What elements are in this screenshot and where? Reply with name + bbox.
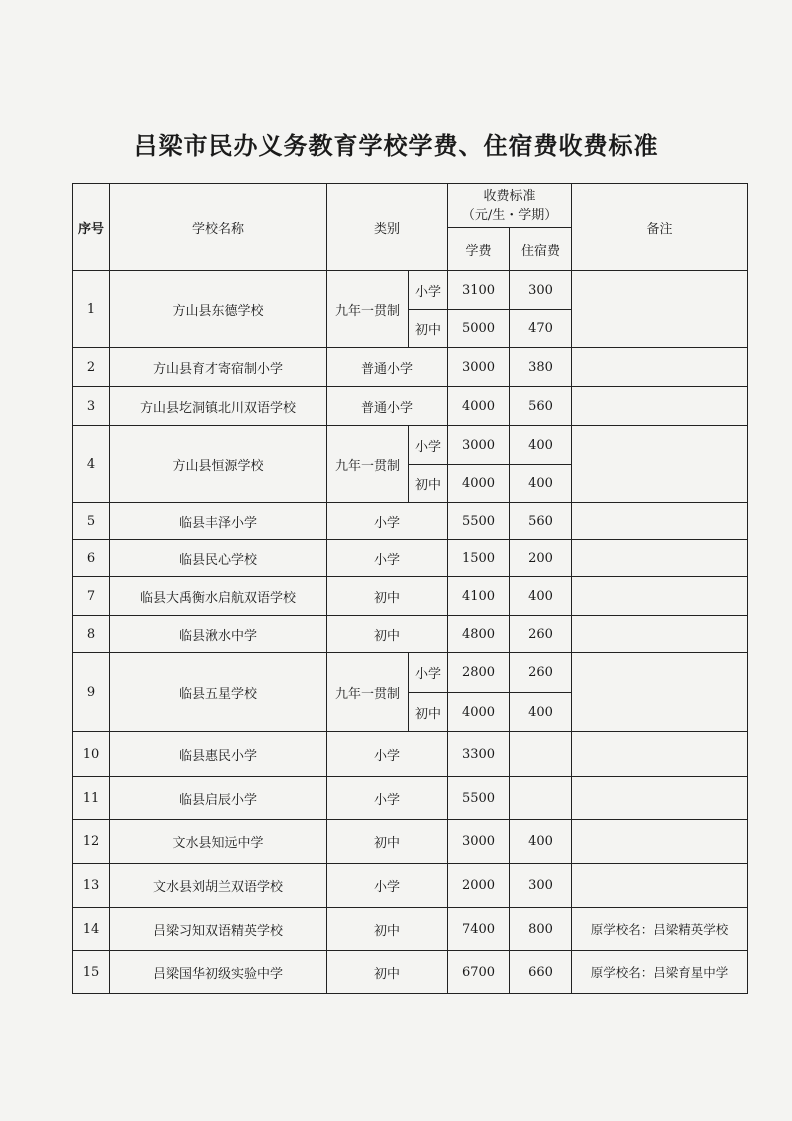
cell-seq: 6 — [73, 540, 110, 577]
cell-name: 临县大禹衡水启航双语学校 — [110, 577, 327, 616]
cell-name: 方山县育才寄宿制小学 — [110, 348, 327, 387]
cell-boarding: 300 — [510, 864, 572, 908]
cell-boarding — [510, 732, 572, 777]
cell-category: 初中 — [327, 577, 448, 616]
table-row — [73, 426, 748, 465]
cell-tuition: 2800 — [448, 653, 510, 693]
cell-category: 初中 — [327, 951, 448, 994]
header-boarding: 住宿费 — [510, 228, 572, 271]
cell-remarks — [572, 348, 748, 387]
cell-name: 方山县恒源学校 — [110, 426, 327, 503]
table-row — [73, 348, 748, 387]
cell-tuition: 3100 — [448, 271, 510, 310]
cell-seq: 8 — [73, 616, 110, 653]
cell-category: 初中 — [327, 908, 448, 951]
cell-seq: 15 — [73, 951, 110, 994]
cell-remarks: 原学校名：吕梁育星中学 — [572, 951, 748, 994]
table-row — [73, 503, 748, 540]
cell-name: 临县惠民小学 — [110, 732, 327, 777]
cell-seq: 7 — [73, 577, 110, 616]
cell-level: 初中 — [409, 310, 448, 348]
cell-name: 吕梁习知双语精英学校 — [110, 908, 327, 951]
cell-tuition: 5500 — [448, 777, 510, 820]
cell-seq: 1 — [73, 271, 110, 348]
cell-tuition: 3000 — [448, 426, 510, 465]
cell-level: 小学 — [409, 426, 448, 465]
cell-boarding: 260 — [510, 653, 572, 693]
header-remarks: 备注 — [572, 184, 748, 271]
header-category: 类别 — [327, 184, 448, 271]
cell-boarding: 660 — [510, 951, 572, 994]
fee-table — [72, 183, 748, 994]
cell-remarks — [572, 732, 748, 777]
cell-seq: 3 — [73, 387, 110, 426]
cell-name: 文水县知远中学 — [110, 820, 327, 864]
cell-tuition: 3300 — [448, 732, 510, 777]
cell-name: 方山县东德学校 — [110, 271, 327, 348]
cell-name: 临县丰泽小学 — [110, 503, 327, 540]
cell-remarks — [572, 426, 748, 503]
cell-seq: 10 — [73, 732, 110, 777]
cell-boarding: 470 — [510, 310, 572, 348]
cell-boarding — [510, 777, 572, 820]
cell-tuition: 3000 — [448, 348, 510, 387]
cell-level: 初中 — [409, 693, 448, 732]
cell-remarks — [572, 864, 748, 908]
cell-remarks — [572, 653, 748, 732]
cell-category: 普通小学 — [327, 387, 448, 426]
cell-remarks: 原学校名：吕梁精英学校 — [572, 908, 748, 951]
cell-tuition: 5000 — [448, 310, 510, 348]
cell-remarks — [572, 777, 748, 820]
cell-boarding: 400 — [510, 820, 572, 864]
cell-seq: 12 — [73, 820, 110, 864]
cell-tuition: 3000 — [448, 820, 510, 864]
cell-category: 九年一贯制 — [327, 653, 409, 732]
table-row — [73, 387, 748, 426]
cell-boarding: 400 — [510, 693, 572, 732]
header-standard-line1: 收费标准 — [483, 188, 536, 204]
cell-boarding: 200 — [510, 540, 572, 577]
header-standard — [448, 184, 572, 228]
cell-remarks — [572, 820, 748, 864]
table-row — [73, 864, 748, 908]
cell-category: 九年一贯制 — [327, 271, 409, 348]
cell-remarks — [572, 616, 748, 653]
cell-category: 小学 — [327, 540, 448, 577]
cell-tuition: 7400 — [448, 908, 510, 951]
cell-boarding: 400 — [510, 465, 572, 503]
cell-tuition: 4000 — [448, 387, 510, 426]
cell-name: 临县启辰小学 — [110, 777, 327, 820]
cell-tuition: 6700 — [448, 951, 510, 994]
cell-level: 初中 — [409, 465, 448, 503]
cell-tuition: 4100 — [448, 577, 510, 616]
cell-boarding: 260 — [510, 616, 572, 653]
cell-category: 小学 — [327, 777, 448, 820]
cell-boarding: 300 — [510, 271, 572, 310]
cell-category: 初中 — [327, 616, 448, 653]
cell-remarks — [572, 271, 748, 348]
cell-tuition: 2000 — [448, 864, 510, 908]
cell-remarks — [572, 387, 748, 426]
cell-seq: 13 — [73, 864, 110, 908]
table-row — [73, 777, 748, 820]
cell-boarding: 400 — [510, 426, 572, 465]
cell-seq: 5 — [73, 503, 110, 540]
cell-name: 临县湫水中学 — [110, 616, 327, 653]
cell-category: 小学 — [327, 864, 448, 908]
table-row — [73, 577, 748, 616]
cell-category: 九年一贯制 — [327, 426, 409, 503]
cell-name: 文水县刘胡兰双语学校 — [110, 864, 327, 908]
cell-boarding: 560 — [510, 503, 572, 540]
table-row — [73, 732, 748, 777]
cell-boarding: 560 — [510, 387, 572, 426]
header-tuition: 学费 — [448, 228, 510, 271]
table-row — [73, 951, 748, 994]
cell-remarks — [572, 577, 748, 616]
cell-seq: 2 — [73, 348, 110, 387]
cell-seq: 4 — [73, 426, 110, 503]
table-row — [73, 540, 748, 577]
cell-seq: 9 — [73, 653, 110, 732]
cell-boarding: 400 — [510, 577, 572, 616]
cell-remarks — [572, 540, 748, 577]
header-seq: 序号 — [73, 184, 110, 271]
cell-tuition: 5500 — [448, 503, 510, 540]
cell-seq: 14 — [73, 908, 110, 951]
cell-category: 小学 — [327, 732, 448, 777]
header-standard-line2: （元/生・学期） — [461, 207, 558, 223]
cell-remarks — [572, 503, 748, 540]
cell-seq: 11 — [73, 777, 110, 820]
cell-tuition: 4000 — [448, 693, 510, 732]
cell-boarding: 800 — [510, 908, 572, 951]
table-row — [73, 271, 748, 310]
cell-name: 临县五星学校 — [110, 653, 327, 732]
cell-category: 初中 — [327, 820, 448, 864]
header-name: 学校名称 — [110, 184, 327, 271]
cell-level: 小学 — [409, 271, 448, 310]
cell-name: 吕梁国华初级实验中学 — [110, 951, 327, 994]
cell-category: 小学 — [327, 503, 448, 540]
cell-name: 方山县圪洞镇北川双语学校 — [110, 387, 327, 426]
cell-category: 普通小学 — [327, 348, 448, 387]
cell-name: 临县民心学校 — [110, 540, 327, 577]
cell-tuition: 4000 — [448, 465, 510, 503]
document-title: 吕梁市民办义务教育学校学费、住宿费收费标准 — [133, 131, 659, 160]
table-row — [73, 653, 748, 693]
cell-level: 小学 — [409, 653, 448, 693]
table-row — [73, 820, 748, 864]
table-row — [73, 616, 748, 653]
table-row — [73, 908, 748, 951]
cell-boarding: 380 — [510, 348, 572, 387]
cell-tuition: 1500 — [448, 540, 510, 577]
cell-tuition: 4800 — [448, 616, 510, 653]
